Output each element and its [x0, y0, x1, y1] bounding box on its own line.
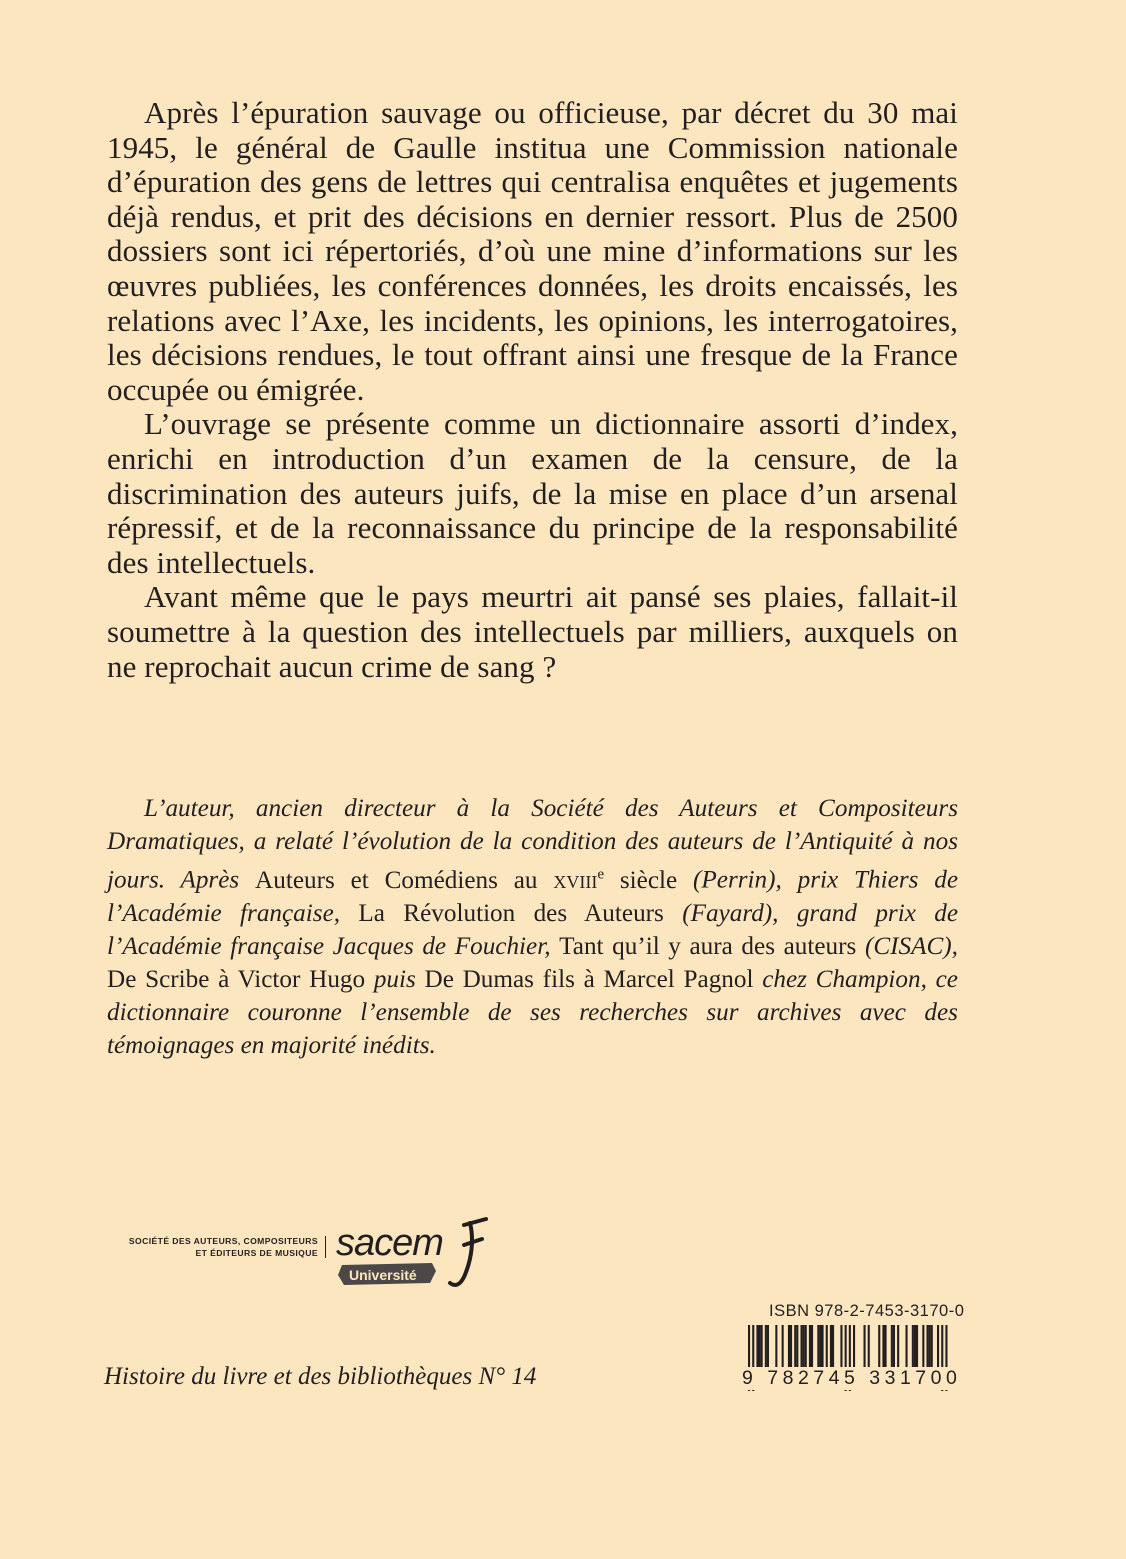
isbn-label: ISBN 978-2-7453-3170-0 — [769, 1302, 965, 1320]
blurb-paragraph-1: Après l’épuration sauvage ou officieuse, par décret du 30 mai 1945, le général de Gaulle institua une Commission nationale d’épuration des gens de lettres qui centralisa enquêtes et jugements déjà rendus, et prit des décisions en dernier ressort. Plus de 2500 dossiers sont ici répertoriés, d’où une mine d’informations sur les œuvres publiées, les conférences données, les droits encaissés, les relations avec l’Axe, les incidents, les opinions, les interrogatoires, les décisions rendues, le tout offrant ainsi une fresque de la France occupée ou émigrée. — [107, 95, 958, 407]
barcode-bar — [853, 1325, 855, 1373]
barcode-bar — [914, 1325, 916, 1373]
barcode-bar — [840, 1325, 842, 1373]
sacem-name-line-2: ET ÉDITEURS DE MUSIQUE — [195, 1248, 318, 1258]
barcode-bar — [927, 1325, 929, 1373]
sacem-divider — [325, 1236, 326, 1258]
barcode-bar — [803, 1325, 805, 1373]
sacem-logo-word: sacem — [336, 1222, 443, 1264]
book-title-dumas-pagnol: De Dumas fils à Marcel Pagnol — [424, 965, 754, 993]
barcode-bar — [759, 1325, 761, 1373]
series-title: Histoire du livre et des bibliothèques N° 14 — [104, 1363, 537, 1390]
author-bio — [107, 792, 958, 1062]
barcode-bar — [893, 1325, 895, 1373]
book-title-tant-qu-il: Tant qu’il y aura des auteurs — [559, 932, 857, 960]
sacem-name-line-1: SOCIÉTÉ DES AUTEURS, COMPOSITEURS — [128, 1236, 318, 1246]
blurb-paragraph-2: L’ouvrage se présente comme un dictionnaire assorti d’index, enrichi en introduction d’un examen de la censure, de la discrimination des auteurs juifs, de la mise en place d’un arsenal répressif, et de la reconnaissance du principe de la responsabilité des intellectuels. — [107, 406, 958, 580]
book-title-auteurs-comediens: Auteurs et Comédiens au xviii$^e$ siècle — [255, 866, 678, 894]
barcode-bar — [775, 1325, 777, 1373]
barcode-bar — [878, 1325, 880, 1373]
sacem-badge-label: Université — [349, 1267, 417, 1283]
barcode-bar — [790, 1325, 792, 1373]
barcode-bar — [782, 1325, 784, 1373]
barcode-bar — [885, 1325, 887, 1373]
barcode-bar — [756, 1325, 758, 1373]
bio-text-1: L’auteur, ancien directeur à la Société des Auteurs et Compositeurs Dramatiques, a relaté l’évolution de la condition des auteurs de l’Antiquité à nos jours. Après — [107, 795, 958, 894]
barcode-bar — [796, 1325, 798, 1373]
barcode-bar — [761, 1325, 763, 1373]
sacem-name — [104, 1235, 318, 1259]
author-bio-paragraph — [107, 792, 958, 1062]
book-title-scribe-hugo: De Scribe à Victor Hugo — [107, 965, 366, 993]
barcode-bar — [882, 1325, 884, 1373]
barcode-bar — [801, 1325, 803, 1373]
isbn-digits: 9 782745 331700 — [742, 1367, 962, 1389]
bio-text-6: chez Champion, ce dictionnaire couronne l’ensemble de ses recherches sur archives avec des témoignages en majorité inédits. — [107, 965, 958, 1060]
barcode-bar — [906, 1325, 908, 1373]
barcode-bar — [809, 1325, 811, 1373]
barcode-bar — [937, 1325, 939, 1373]
barcode-bar — [765, 1325, 767, 1373]
blurb-paragraph-3: Avant même que le pays meurtri ait pansé ses plaies, fallait-il soumettre à la question des intellectuels par milliers, auxquels on ne reprochait aucun crime de sang ? — [107, 579, 958, 684]
sacem-logo-flourish — [450, 1223, 472, 1285]
barcode-bar — [819, 1325, 821, 1373]
back-cover-blurb — [107, 96, 958, 684]
barcode-bar — [912, 1325, 914, 1373]
barcode-bar — [794, 1325, 796, 1373]
bio-text-3: (Fayard), grand prix de l’Académie française Jacques de Fouchier, — [107, 899, 959, 960]
barcode-bar — [897, 1325, 899, 1373]
sacem-logo-flourish-mid — [464, 1239, 482, 1245]
sacem-universite-logo — [332, 1217, 492, 1292]
barcode-bar — [811, 1325, 813, 1373]
barcode-bar — [788, 1325, 790, 1373]
book-title-revolution-auteurs: La Révolution des Auteurs — [358, 899, 664, 927]
barcode-bar — [931, 1325, 933, 1373]
barcode-bar — [822, 1325, 824, 1373]
barcode-bar — [826, 1325, 828, 1373]
bio-text-4: (CISAC), — [856, 932, 958, 960]
barcode-bar — [922, 1325, 924, 1373]
barcode-bar — [832, 1325, 834, 1373]
bio-text-5: puis — [365, 965, 425, 993]
barcode-bar — [929, 1325, 931, 1373]
sacem-logo-flourish-top — [464, 1219, 486, 1225]
barcode-bar — [891, 1325, 893, 1373]
barcode-bar — [767, 1325, 769, 1373]
barcode-bar — [864, 1325, 866, 1373]
barcode-bar — [817, 1325, 819, 1373]
barcode-bar — [916, 1325, 918, 1373]
barcode-bar — [805, 1325, 807, 1373]
barcode-bar — [868, 1325, 870, 1373]
bio-text-2: (Perrin), prix Thiers de l’Académie française, — [107, 866, 959, 927]
barcode-bar — [830, 1325, 832, 1373]
